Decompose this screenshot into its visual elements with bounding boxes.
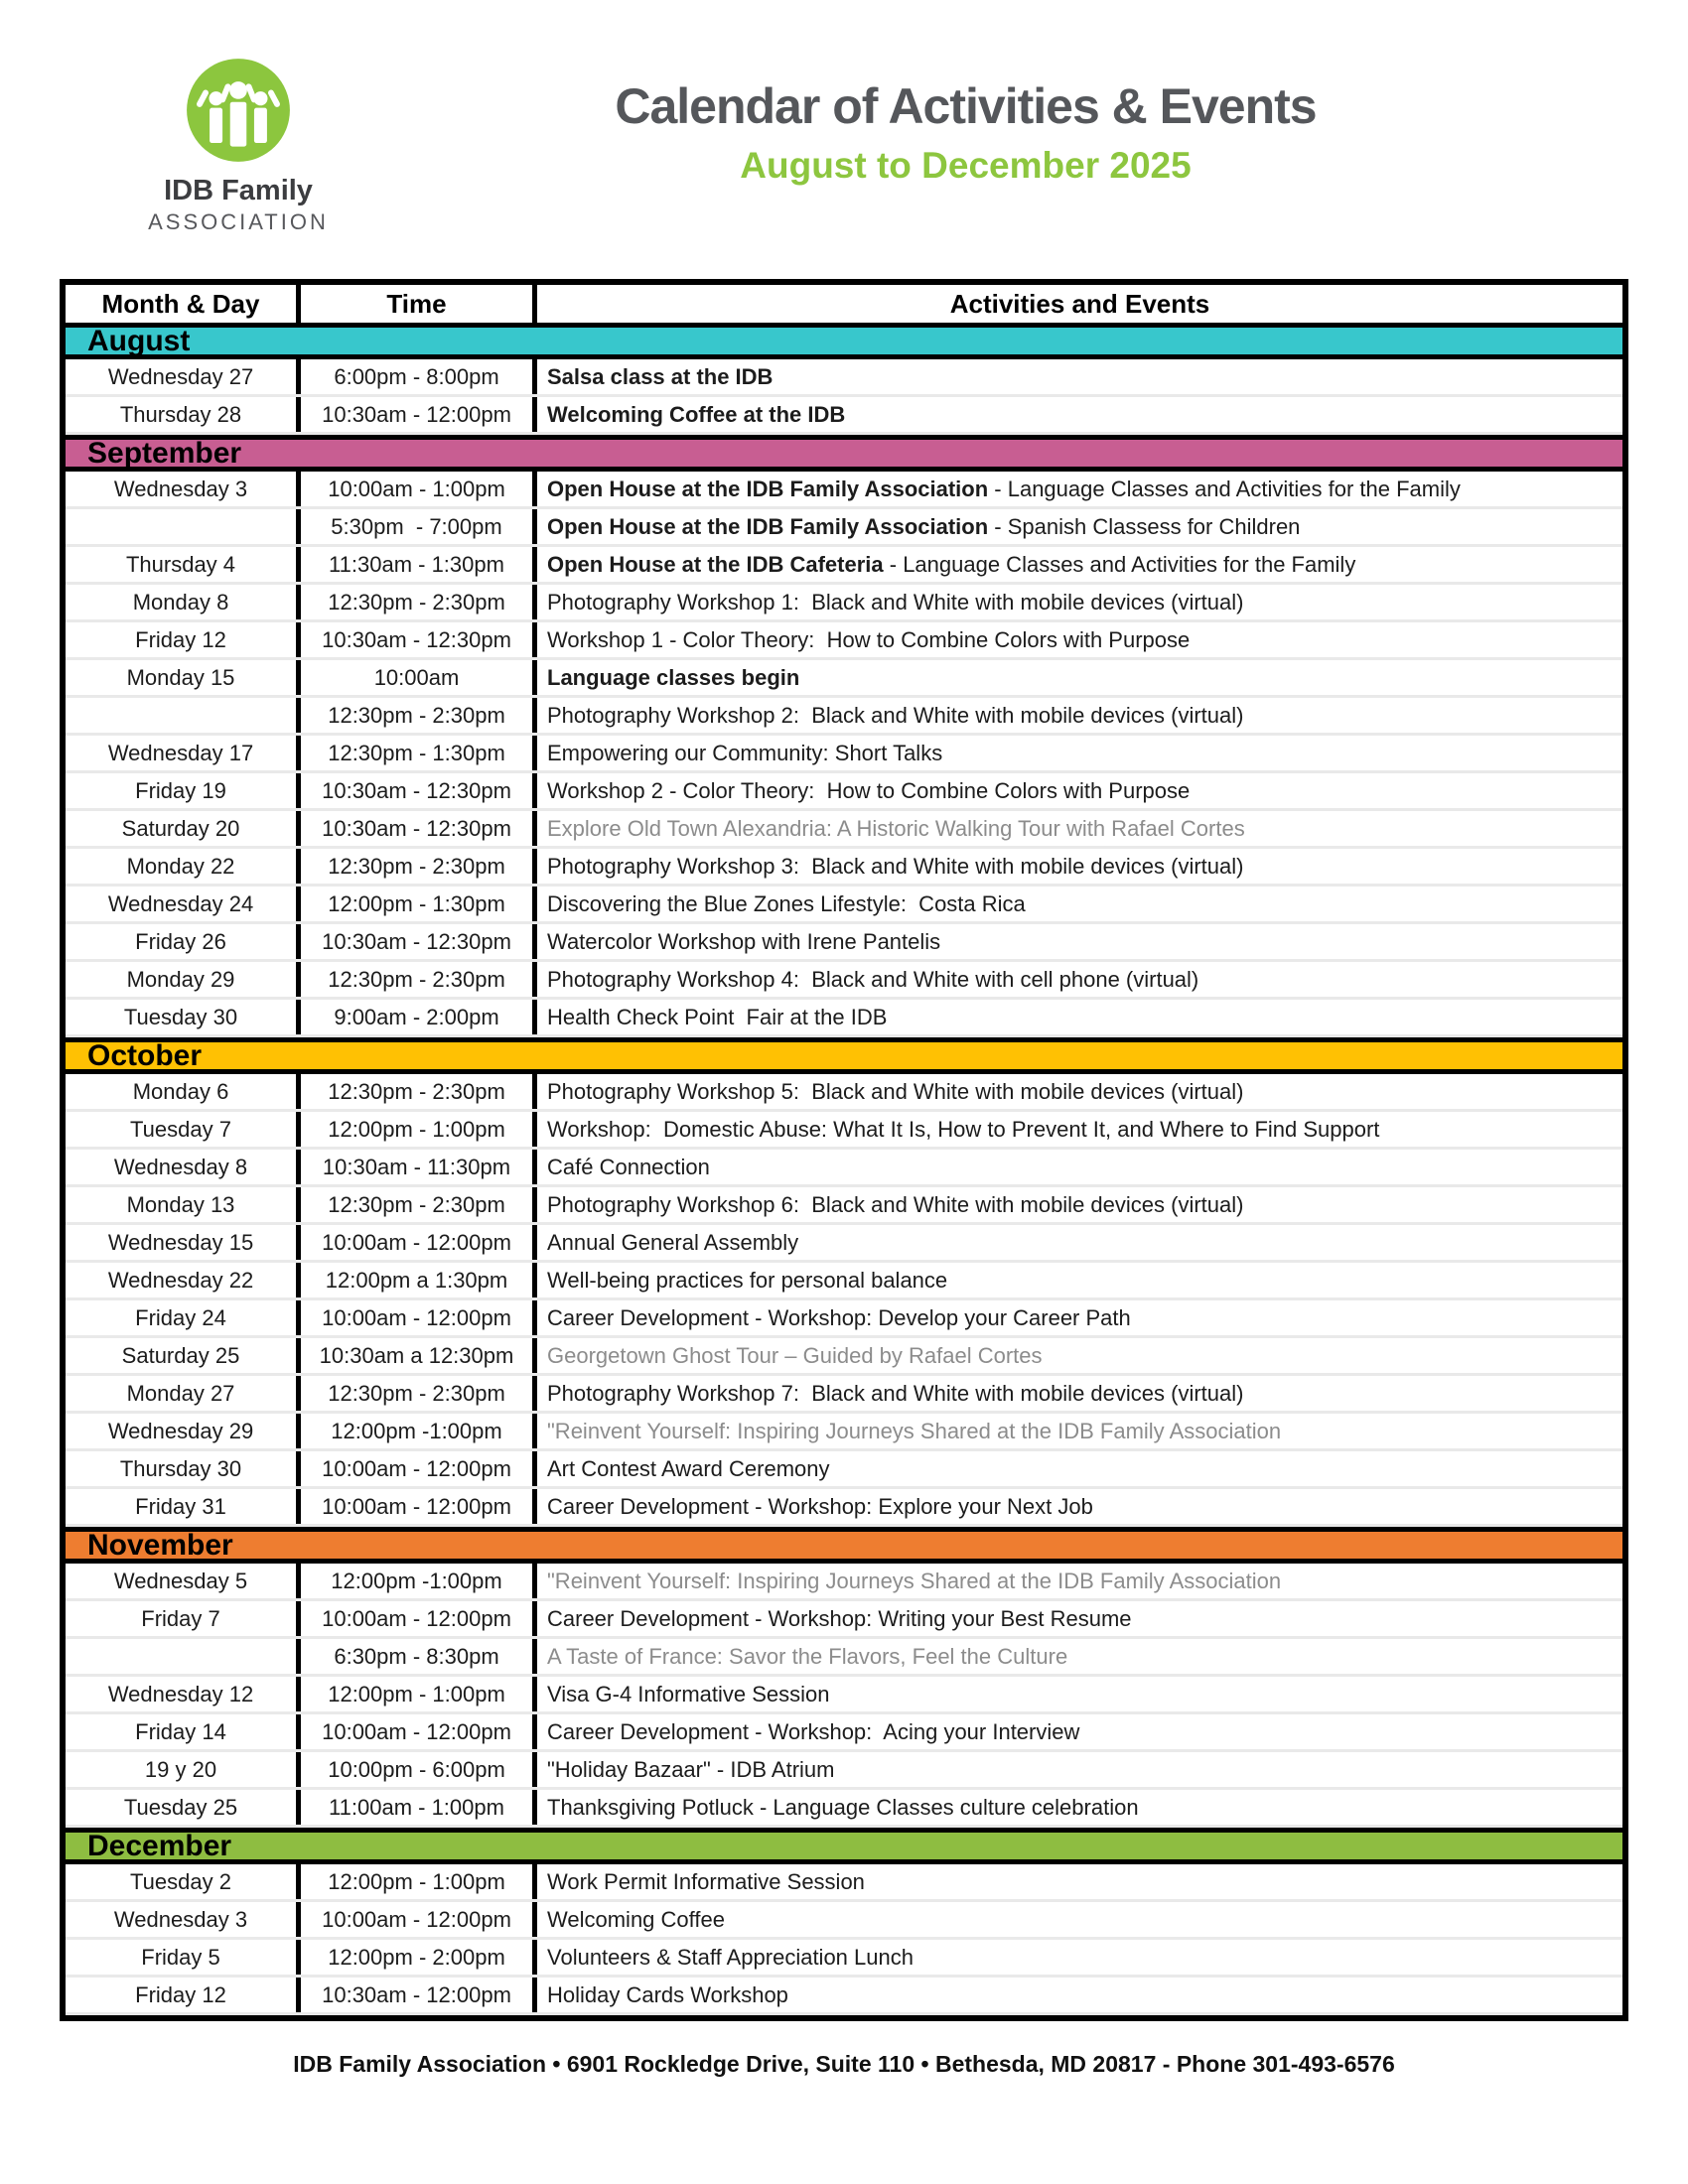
page-subtitle: August to December 2025 (740, 145, 1192, 186)
event-day-cell: Thursday 28 (66, 397, 301, 432)
event-activity-text: - Language Classes and Activities for the Family (988, 476, 1461, 501)
table-row (66, 1752, 1622, 1790)
event-activity-cell (537, 1000, 1622, 1034)
event-day-cell: Monday 22 (66, 849, 301, 884)
table-row (66, 1263, 1622, 1300)
page-title: Calendar of Activities & Events (615, 78, 1317, 134)
event-activity-text: "Holiday Bazaar" - IDB Atrium (547, 1756, 835, 1782)
table-body (66, 323, 1622, 2015)
event-time-cell: 12:00pm -1:00pm (301, 1414, 537, 1448)
event-day-cell: Thursday 4 (66, 547, 301, 582)
document-header (0, 0, 1688, 235)
event-day-cell: Friday 7 (66, 1601, 301, 1636)
table-row (66, 1564, 1622, 1601)
event-day-cell: Wednesday 3 (66, 472, 301, 506)
event-activity-cell (537, 1489, 1622, 1524)
event-activity-cell (537, 397, 1622, 432)
event-activity-cell (537, 1376, 1622, 1411)
event-time-cell: 12:00pm - 1:30pm (301, 887, 537, 921)
event-activity-text: Well-being practices for personal balance (547, 1267, 948, 1293)
event-activity-text: Photography Workshop 6: Black and White with mobile devices (virtual) (547, 1191, 1244, 1217)
event-day-cell: Tuesday 25 (66, 1790, 301, 1825)
event-activity-cell (537, 1864, 1622, 1899)
event-time-cell: 10:00am - 12:00pm (301, 1300, 537, 1335)
event-activity-cell (537, 849, 1622, 884)
event-day-cell (66, 509, 301, 544)
month-band (66, 435, 1622, 472)
event-activity-text: Photography Workshop 5: Black and White with mobile devices (virtual) (547, 1078, 1244, 1104)
event-day-cell: Friday 14 (66, 1714, 301, 1749)
event-time-cell: 10:00am - 12:00pm (301, 1225, 537, 1260)
event-time-cell: 11:00am - 1:00pm (301, 1790, 537, 1825)
event-day-cell: Friday 5 (66, 1940, 301, 1975)
table-row (66, 472, 1622, 509)
table-row (66, 773, 1622, 811)
event-activity-text: Career Development - Workshop: Writing your Best Resume (547, 1605, 1132, 1631)
event-day-cell: Wednesday 17 (66, 736, 301, 770)
table-row (66, 1376, 1622, 1414)
table-row (66, 1300, 1622, 1338)
event-activity-text: Welcoming Coffee (547, 1906, 725, 1932)
month-band (66, 1037, 1622, 1074)
event-day-cell: Saturday 20 (66, 811, 301, 846)
event-activity-cell (537, 736, 1622, 770)
event-activity-text: Watercolor Workshop with Irene Pantelis (547, 928, 941, 954)
table-row (66, 1451, 1622, 1489)
event-activity-text: Workshop 1 - Color Theory: How to Combine Colors with Purpose (547, 626, 1191, 652)
event-day-cell: Tuesday 2 (66, 1864, 301, 1899)
event-activity-text: Career Development - Workshop: Explore your Next Job (547, 1493, 1093, 1519)
event-activity-text: Art Contest Award Ceremony (547, 1455, 830, 1481)
event-activity-cell (537, 887, 1622, 921)
event-activity-cell (537, 773, 1622, 808)
table-row (66, 1677, 1622, 1714)
event-day-cell: Saturday 25 (66, 1338, 301, 1373)
event-time-cell: 10:00am - 12:00pm (301, 1601, 537, 1636)
table-row (66, 1414, 1622, 1451)
event-activity-cell (537, 1414, 1622, 1448)
table-row (66, 509, 1622, 547)
table-row (66, 1489, 1622, 1527)
event-activity-cell (537, 509, 1622, 544)
event-activity-cell (537, 962, 1622, 997)
event-day-cell: Friday 19 (66, 773, 301, 808)
event-activity-cell (537, 1790, 1622, 1825)
table-row (66, 1639, 1622, 1677)
event-activity-cell (537, 1451, 1622, 1486)
event-activity-cell (537, 622, 1622, 657)
event-day-cell (66, 698, 301, 733)
table-row (66, 1940, 1622, 1978)
logo (84, 52, 392, 235)
event-activity-cell (537, 585, 1622, 619)
event-activity-cell (537, 1187, 1622, 1222)
event-activity-cell (537, 1639, 1622, 1674)
month-band (66, 1527, 1622, 1564)
event-activity-cell (537, 1714, 1622, 1749)
event-activity-bold: Open House at the IDB Family Association (547, 513, 989, 539)
month-band-label: December (87, 1829, 232, 1862)
event-time-cell: 10:30am - 12:30pm (301, 811, 537, 846)
table-row (66, 622, 1622, 660)
event-activity-cell (537, 698, 1622, 733)
event-activity-text: - Language Classes and Activities for the Family (883, 551, 1356, 577)
table-row (66, 359, 1622, 397)
event-time-cell: 12:30pm - 2:30pm (301, 1376, 537, 1411)
table-row (66, 1338, 1622, 1376)
event-time-cell: 12:30pm - 1:30pm (301, 736, 537, 770)
event-activity-text: Visa G-4 Informative Session (547, 1681, 830, 1706)
event-time-cell: 10:30am a 12:30pm (301, 1338, 537, 1373)
event-activity-cell (537, 1677, 1622, 1711)
event-time-cell: 12:00pm - 1:00pm (301, 1112, 537, 1147)
event-time-cell: 12:00pm a 1:30pm (301, 1263, 537, 1297)
event-activity-cell (537, 811, 1622, 846)
event-time-cell: 12:30pm - 2:30pm (301, 698, 537, 733)
event-day-cell: Monday 13 (66, 1187, 301, 1222)
event-activity-text: Explore Old Town Alexandria: A Historic Walking Tour with Rafael Cortes (547, 815, 1245, 841)
event-time-cell: 9:00am - 2:00pm (301, 1000, 537, 1034)
event-activity-text: Empowering our Community: Short Talks (547, 740, 943, 765)
table-row (66, 585, 1622, 622)
event-day-cell: Monday 29 (66, 962, 301, 997)
logo-text-secondary: ASSOCIATION (148, 209, 329, 234)
event-time-cell: 10:00pm - 6:00pm (301, 1752, 537, 1787)
event-activity-bold: Open House at the IDB Family Association (547, 476, 989, 501)
event-time-cell: 10:00am - 12:00pm (301, 1489, 537, 1524)
event-time-cell: 10:00am - 12:00pm (301, 1451, 537, 1486)
event-activity-text: Volunteers & Staff Appreciation Lunch (547, 1944, 914, 1970)
event-activity-bold: Open House at the IDB Cafeteria (547, 551, 884, 577)
event-time-cell: 12:30pm - 2:30pm (301, 585, 537, 619)
event-time-cell: 12:00pm -1:00pm (301, 1564, 537, 1598)
table-row (66, 547, 1622, 585)
table-row (66, 849, 1622, 887)
event-day-cell: Wednesday 27 (66, 359, 301, 394)
event-activity-text: Health Check Point Fair at the IDB (547, 1004, 888, 1029)
column-header-activities: Activities and Events (949, 288, 1210, 319)
event-day-cell: Monday 8 (66, 585, 301, 619)
event-activity-cell (537, 1300, 1622, 1335)
event-activity-text: Annual General Assembly (547, 1229, 799, 1255)
event-day-cell: Wednesday 29 (66, 1414, 301, 1448)
event-day-cell: Tuesday 30 (66, 1000, 301, 1034)
column-header-time: Time (301, 285, 537, 323)
event-activity-text: "Reinvent Yourself: Inspiring Journeys Shared at the IDB Family Association (547, 1418, 1282, 1443)
table-row (66, 698, 1622, 736)
event-day-cell: Friday 26 (66, 924, 301, 959)
event-day-cell: 19 y 20 (66, 1752, 301, 1787)
table-row (66, 887, 1622, 924)
event-time-cell: 10:00am - 1:00pm (301, 472, 537, 506)
event-day-cell: Wednesday 15 (66, 1225, 301, 1260)
event-time-cell: 10:30am - 12:00pm (301, 1978, 537, 2012)
table-row (66, 962, 1622, 1000)
logo-text-primary: IDB Family (164, 175, 313, 206)
event-time-cell: 11:30am - 1:30pm (301, 547, 537, 582)
event-day-cell: Friday 12 (66, 1978, 301, 2012)
month-band-label: November (87, 1528, 233, 1562)
event-activity-text: Photography Workshop 4: Black and White with cell phone (virtual) (547, 966, 1199, 992)
event-activity-cell (537, 1752, 1622, 1787)
family-people-circle-icon (84, 52, 392, 169)
event-activity-cell (537, 1112, 1622, 1147)
event-day-cell: Friday 24 (66, 1300, 301, 1335)
event-activity-cell (537, 1978, 1622, 2012)
event-activity-cell (537, 472, 1622, 506)
event-day-cell: Monday 15 (66, 660, 301, 695)
event-day-cell: Wednesday 24 (66, 887, 301, 921)
event-day-cell: Friday 12 (66, 622, 301, 657)
event-time-cell: 10:00am - 12:00pm (301, 1714, 537, 1749)
event-time-cell: 12:30pm - 2:30pm (301, 849, 537, 884)
event-activity-text: Photography Workshop 2: Black and White with mobile devices (virtual) (547, 702, 1244, 728)
table-row (66, 1112, 1622, 1150)
event-activity-text: Photography Workshop 3: Black and White with mobile devices (virtual) (547, 853, 1244, 879)
event-activity-cell (537, 1225, 1622, 1260)
event-activity-cell (537, 1263, 1622, 1297)
event-activity-cell (537, 924, 1622, 959)
event-day-cell: Thursday 30 (66, 1451, 301, 1486)
event-time-cell: 10:30am - 12:30pm (301, 622, 537, 657)
event-activity-text: Georgetown Ghost Tour – Guided by Rafael Cortes (547, 1342, 1043, 1368)
event-time-cell: 10:30am - 11:30pm (301, 1150, 537, 1184)
event-day-cell: Wednesday 5 (66, 1564, 301, 1598)
table-row (66, 1000, 1622, 1037)
event-activity-text: Workshop 2 - Color Theory: How to Combine Colors with Purpose (547, 777, 1191, 803)
table-row (66, 1714, 1622, 1752)
event-day-cell: Wednesday 8 (66, 1150, 301, 1184)
event-time-cell: 10:30am - 12:00pm (301, 397, 537, 432)
event-activity-text: - Spanish Classess for Children (988, 513, 1301, 539)
table-row (66, 1902, 1622, 1940)
month-band (66, 1828, 1622, 1864)
footer: IDB Family Association • 6901 Rockledge Drive, Suite 110 • Bethesda, MD 20817 - Phone 301-493-6576 (293, 2051, 1395, 2077)
table-row (66, 1074, 1622, 1112)
event-activity-text: Discovering the Blue Zones Lifestyle: Costa Rica (547, 890, 1026, 916)
event-activity-cell (537, 547, 1622, 582)
event-day-cell: Wednesday 22 (66, 1263, 301, 1297)
table-row (66, 1150, 1622, 1187)
event-activity-text: Café Connection (547, 1154, 710, 1179)
month-band-label: August (87, 324, 191, 357)
event-activity-cell (537, 1150, 1622, 1184)
table-row (66, 1978, 1622, 2015)
event-day-cell (66, 1639, 301, 1674)
table-row (66, 736, 1622, 773)
event-activity-cell (537, 1564, 1622, 1598)
event-activity-cell (537, 1338, 1622, 1373)
month-band (66, 323, 1622, 359)
table-row (66, 660, 1622, 698)
month-band-label: October (87, 1038, 203, 1072)
event-activity-text: "Reinvent Yourself: Inspiring Journeys Shared at the IDB Family Association (547, 1568, 1282, 1593)
table-row (66, 811, 1622, 849)
event-activity-bold: Welcoming Coffee at the IDB (547, 401, 846, 427)
table-row (66, 1601, 1622, 1639)
event-day-cell: Tuesday 7 (66, 1112, 301, 1147)
event-time-cell: 12:30pm - 2:30pm (301, 1187, 537, 1222)
event-activity-text: Thanksgiving Potluck - Language Classes culture celebration (547, 1794, 1139, 1820)
event-time-cell: 12:00pm - 1:00pm (301, 1677, 537, 1711)
event-time-cell: 10:00am (301, 660, 537, 695)
event-time-cell: 5:30pm - 7:00pm (301, 509, 537, 544)
event-activity-text: Workshop: Domestic Abuse: What It Is, How to Prevent It, and Where to Find Support (547, 1116, 1380, 1142)
event-activity-text: Photography Workshop 7: Black and White with mobile devices (virtual) (547, 1380, 1244, 1406)
event-time-cell: 10:30am - 12:30pm (301, 773, 537, 808)
event-activity-bold: Salsa class at the IDB (547, 363, 774, 389)
title-block (392, 52, 1688, 235)
event-time-cell: 12:00pm - 2:00pm (301, 1940, 537, 1975)
event-activity-text: Photography Workshop 1: Black and White with mobile devices (virtual) (547, 589, 1244, 614)
event-time-cell: 10:30am - 12:30pm (301, 924, 537, 959)
event-activity-cell (537, 1601, 1622, 1636)
table-row (66, 397, 1622, 435)
event-time-cell: 12:30pm - 2:30pm (301, 1074, 537, 1109)
event-activity-cell (537, 359, 1622, 394)
event-activity-text: Career Development - Workshop: Acing your Interview (547, 1718, 1080, 1744)
event-time-cell: 10:00am - 12:00pm (301, 1902, 537, 1937)
event-time-cell: 12:30pm - 2:30pm (301, 962, 537, 997)
event-activity-cell (537, 1074, 1622, 1109)
table-row (66, 1864, 1622, 1902)
column-header-month-day: Month & Day (66, 285, 301, 323)
event-activity-cell (537, 1940, 1622, 1975)
event-activity-text: A Taste of France: Savor the Flavors, Feel the Culture (547, 1643, 1068, 1669)
event-day-cell: Friday 31 (66, 1489, 301, 1524)
event-activity-text: Career Development - Workshop: Develop your Career Path (547, 1304, 1131, 1330)
table-row (66, 1187, 1622, 1225)
event-time-cell: 12:00pm - 1:00pm (301, 1864, 537, 1899)
calendar-table (60, 279, 1628, 2021)
table-row (66, 924, 1622, 962)
event-activity-text: Work Permit Informative Session (547, 1868, 865, 1894)
event-activity-cell (537, 660, 1622, 695)
event-activity-cell (537, 1902, 1622, 1937)
event-day-cell: Wednesday 3 (66, 1902, 301, 1937)
event-day-cell: Monday 27 (66, 1376, 301, 1411)
event-time-cell: 6:30pm - 8:30pm (301, 1639, 537, 1674)
event-activity-bold: Language classes begin (547, 664, 800, 690)
table-header-row (66, 285, 1622, 323)
table-row (66, 1225, 1622, 1263)
event-time-cell: 6:00pm - 8:00pm (301, 359, 537, 394)
month-band-label: September (87, 436, 242, 470)
event-day-cell: Monday 6 (66, 1074, 301, 1109)
event-activity-text: Holiday Cards Workshop (547, 1981, 788, 2007)
event-day-cell: Wednesday 12 (66, 1677, 301, 1711)
table-row (66, 1790, 1622, 1828)
